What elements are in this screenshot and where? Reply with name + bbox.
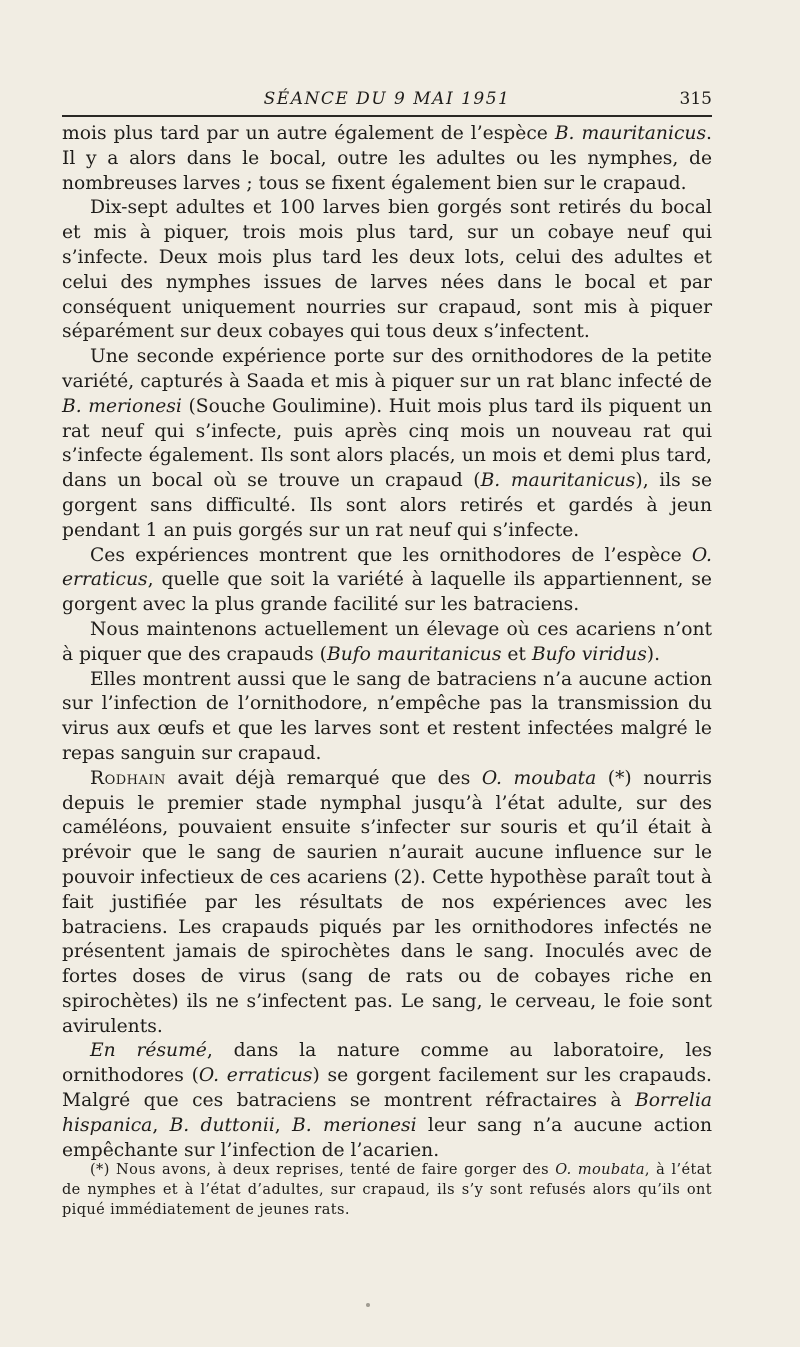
- text-run: ,: [274, 1114, 293, 1136]
- paragraph: [62, 618, 712, 668]
- italic-text: B. mauritanicus: [554, 123, 707, 144]
- text-run: Dix-sept adultes et 100 larves bien gorgés sont retirés du bocal et mis à piquer, trois mois plus tard, sur un cobaye neuf qui s’infecte. Deux mois plus tard les deux lots, celui des adultes et celui des nymphes issues de larves nées dans le bocal et par conséquent uniquement nourries sur crapaud, sont mis à piquer séparément sur deux cobayes qui tous deux s’infectent.: [62, 197, 712, 343]
- italic-text: O. erraticus: [62, 544, 712, 591]
- italic-text: O. moubata: [481, 767, 597, 789]
- footnote-text: [62, 1160, 712, 1220]
- running-header: [62, 85, 712, 115]
- italic-text: Bufo mauritanicus: [326, 643, 502, 665]
- running-title: SÉANCE DU 9 MAI 1951: [263, 89, 511, 109]
- text-run: mois plus tard par un autre également de l’espèce: [62, 123, 555, 144]
- italic-text: O. moubata: [555, 1162, 645, 1178]
- text-run: ,: [152, 1114, 170, 1136]
- text-run: ) se gorgent facilement sur les crapauds. Malgré que ces batraciens se montrent réfractaires à: [62, 1065, 712, 1112]
- italic-text: B. merionesi: [292, 1114, 417, 1136]
- italic-text: Borrelia hispanica: [62, 1090, 712, 1136]
- author-name: Rodhain: [90, 767, 166, 789]
- italic-text: Bufo viridus: [531, 643, 647, 665]
- paragraph: [62, 345, 712, 543]
- text-run: , quelle que soit la variété à laquelle ils appartiennent, se gorgent avec la plus grande facilité sur les batraciens.: [62, 569, 712, 616]
- paragraph: [62, 668, 712, 767]
- italic-text: B. merionesi: [62, 395, 182, 417]
- text-run: (*) Nous avons, à deux reprises, tenté de faire gorger des: [90, 1162, 556, 1178]
- page-number: 315: [679, 89, 712, 109]
- text-run: et: [501, 643, 532, 665]
- italic-text: En résumé: [90, 1040, 207, 1062]
- text-run: avait déjà remarqué que des: [165, 767, 482, 789]
- italic-text: B. duttonii: [169, 1114, 275, 1136]
- text-run: , à l’état de nymphes et à l’état d’adultes, sur crapaud, ils s’y sont refusés alors qu’ils ont piqué immédiatement de jeunes rats.: [62, 1162, 712, 1218]
- text-run: Nous maintenons actuellement un élevage où ces acariens n’ont à piquer que des crapauds (: [62, 618, 712, 665]
- text-run: ).: [646, 643, 661, 665]
- text-run: Ces expériences montrent que les ornithodores de l’espèce: [90, 544, 692, 566]
- header-rule: [62, 115, 712, 117]
- paragraph: [62, 767, 712, 1040]
- italic-text: B. mauritanicus: [480, 470, 636, 492]
- paragraph: [62, 122, 712, 196]
- text-run: leur sang n’a aucune action empêchante sur l’infection de l’acarien.: [62, 1114, 712, 1161]
- text-run: (Souche Goulimine). Huit mois plus tard ils piquent un rat neuf qui s’infecte, puis après cinq mois un nouveau rat qui s’infecte également. Ils sont alors placés, un mois et demi plus tard, dans un bocal où se trouve un crapaud (: [62, 395, 712, 492]
- text-run: Elles montrent aussi que le sang de batraciens n’a aucune action sur l’infection de l’ornithodore, n’empêche pas la transmission du virus aux œufs et que les larves sont et restent infectées malgré le repas sanguin sur crapaud.: [62, 668, 712, 764]
- paragraph: [62, 196, 712, 345]
- italic-text: O. erraticus: [198, 1065, 313, 1087]
- text-run: . Il y a alors dans le bocal, outre les adultes ou les nymphes, de nombreuses larves ; tous se fixent également bien sur le crapaud.: [62, 123, 712, 194]
- paper-speck: [366, 1303, 370, 1307]
- body-text: [62, 122, 712, 1163]
- footnote: [62, 1160, 712, 1220]
- paragraph: [62, 1039, 712, 1163]
- text-run: (*) nourris depuis le premier stade nymphal jusqu’à l’état adulte, sur des caméléons, pouvaient ensuite s’infecter sur souris et qu’il était à prévoir que le sang de saurien n’aurait aucune influence sur le pouvoir infectieux de ces acariens (2). Cette hypothèse paraît tout à fait justifiée par les résultats de nos expériences avec les batraciens. Les crapauds piqués par les ornithodores infectés ne présentent jamais de spirochètes dans le sang. Inoculés avec de fortes doses de virus (sang de rats ou de cobayes riche en spirochètes) ils ne s’infectent pas. Le sang, le cerveau, le foie sont avirulents.: [62, 767, 712, 1037]
- paragraph: [62, 544, 712, 618]
- text-run: Une seconde expérience porte sur des ornithodores de la petite variété, capturés à Saada et mis à piquer sur un rat blanc infecté de: [62, 346, 712, 392]
- text-run: , dans la nature comme au laboratoire, les ornithodores (: [62, 1040, 713, 1087]
- text-run: ), ils se gorgent sans difficulté. Ils sont alors retirés et gardés à jeun pendant 1 an puis gorgés sur un rat neuf qui s’infecte.: [62, 470, 713, 541]
